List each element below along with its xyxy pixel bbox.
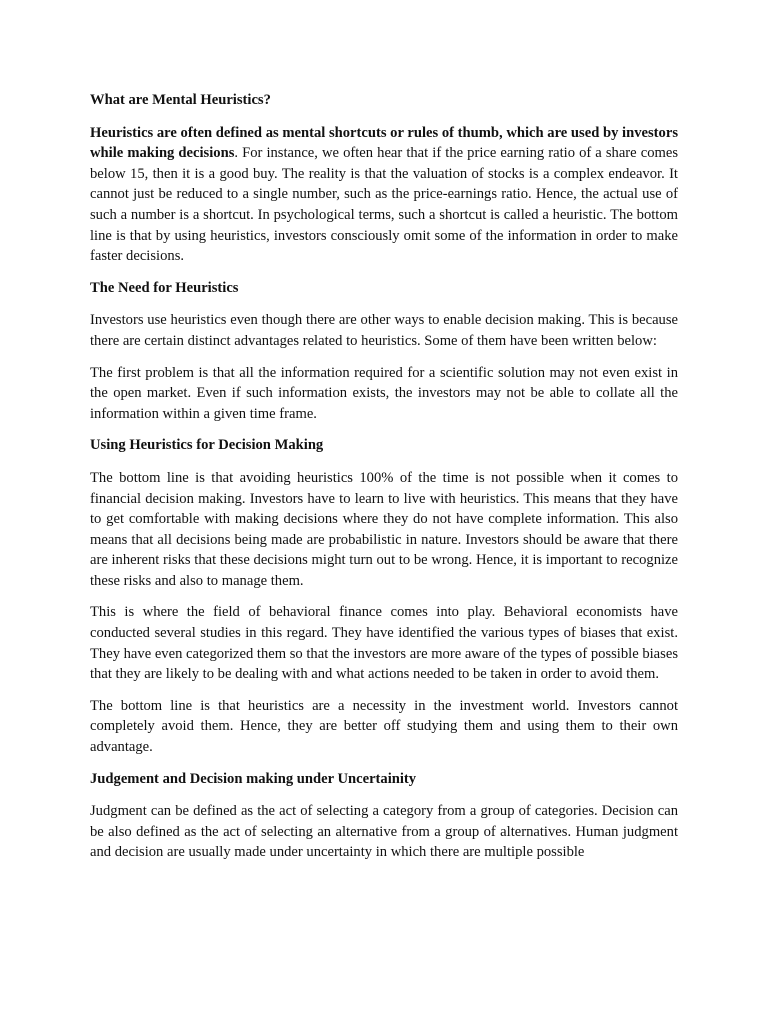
paragraph: This is where the field of behavioral finance comes into play. Behavioral economists have conducted several studies in this regard. They have identified the various types of biases that exist. They have even categorized them so that the investors are more aware of the types of possible biases that they are likely to be dealing with and what actions needed to be taken in order to avoid them. <box>90 604 678 683</box>
paragraph: Judgment can be defined as the act of selecting a category from a group of categories. Decision can be also defined as the act of selecting an alternative from a group of alternatives. Human judgment and decision are usually made under uncertainty in which there are multiple possible <box>90 803 678 861</box>
paragraph: The bottom line is that avoiding heuristics 100% of the time is not possible when it comes to financial decision making. Investors have to learn to live with heuristics. This means that they have to get comfortable with making decisions where they do not have complete information. This also means that all decisions being made are probabilistic in nature. Investors should be aware that there are inherent risks that these decisions might turn out to be wrong. Hence, it is important to recognize these risks and also to manage them. <box>90 469 678 589</box>
paragraph: The first problem is that all the information required for a scientific solution may not even exist in the open market. Even if such information exists, the investors may not be able to collate all the information within a given time frame. <box>90 364 678 422</box>
document-page <box>90 90 678 874</box>
bold-lead-text: Heuristics are often defined as mental shortcuts or rules of thumb, which are used by investors while making decisions <box>90 124 678 162</box>
paragraph-text: . For instance, we often hear that if the price earning ratio of a share comes below 15, then it is a good buy. The reality is that the valuation of stocks is a complex endeavor. It cannot just be reduced to a single number, such as the price-earnings ratio. Hence, the actual use of such a number is a shortcut. In psychological terms, such a shortcut is called a heuristic. The bottom line is that by using heuristics, investors consciously omit some of the information in order to make faster decisions. <box>90 145 679 265</box>
section-heading: What are Mental Heuristics? <box>90 92 271 108</box>
section-heading: The Need for Heuristics <box>90 279 239 296</box>
paragraph <box>90 123 678 267</box>
section-heading: Using Heuristics for Decision Making <box>90 437 324 454</box>
section-heading: Judgement and Decision making under Uncertainity <box>90 770 417 787</box>
paragraph: The bottom line is that heuristics are a necessity in the investment world. Investors cannot completely avoid them. Hence, they are better off studying them and using them to their own advantage. <box>90 697 678 756</box>
paragraph: Investors use heuristics even though there are other ways to enable decision making. This is because there are certain distinct advantages related to heuristics. Some of them have been written below: <box>90 312 678 349</box>
